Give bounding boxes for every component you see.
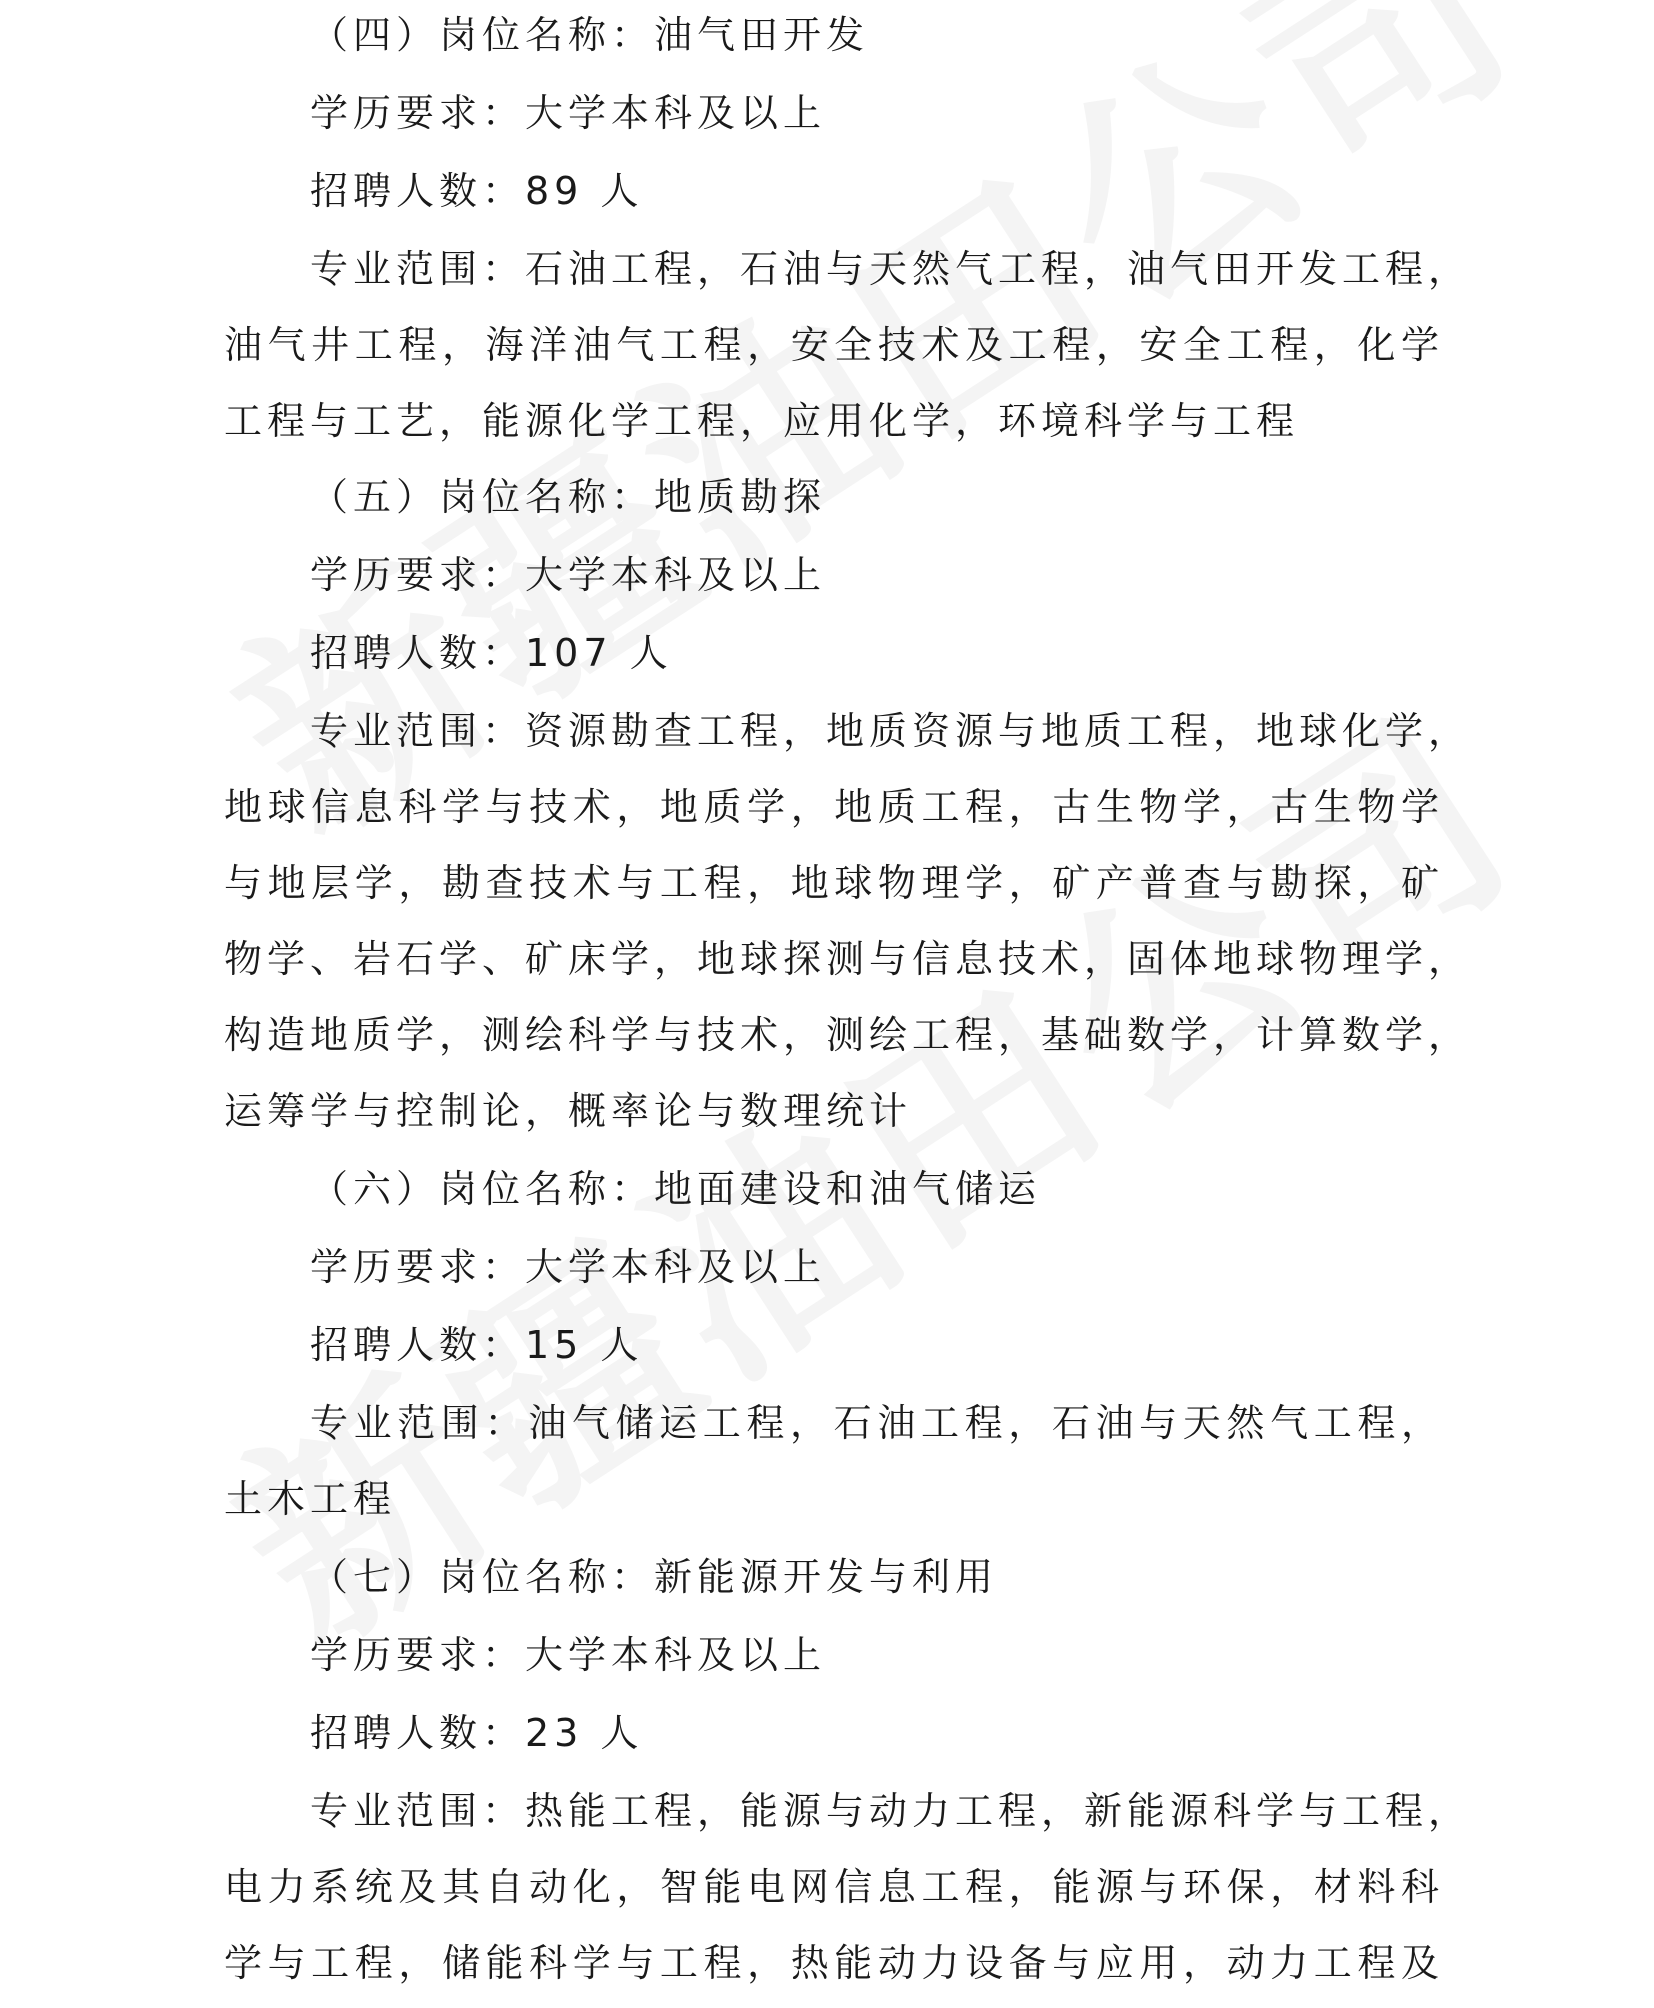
major-scope-continued: 运筹学与控制论，概率论与数理统计 bbox=[224, 1089, 913, 1133]
major-scope-continued: 构造地质学，测绘科学与技术，测绘工程，基础数学，计算数学， bbox=[224, 1013, 1472, 1057]
recruitment-count: 招聘人数：15 人 bbox=[310, 1323, 644, 1367]
major-scope-continued: 土木工程 bbox=[224, 1477, 397, 1521]
section-heading: （六）岗位名称：地面建设和油气储运 bbox=[310, 1167, 1042, 1211]
major-scope: 专业范围：资源勘查工程，地质资源与地质工程，地球化学， bbox=[310, 709, 1472, 753]
education-requirement: 学历要求：大学本科及以上 bbox=[310, 91, 827, 135]
major-scope-continued: 物学、岩石学、矿床学，地球探测与信息技术，固体地球物理学， bbox=[224, 937, 1472, 981]
section-heading: （五）岗位名称：地质勘探 bbox=[310, 475, 827, 519]
major-scope-continued: 地球信息科学与技术，地质学，地质工程，古生物学，古生物学 bbox=[224, 785, 1444, 829]
recruitment-count: 招聘人数：107 人 bbox=[310, 631, 673, 675]
major-scope-continued: 油气井工程，海洋油气工程，安全技术及工程，安全工程，化学 bbox=[224, 323, 1444, 367]
major-scope-continued: 电力系统及其自动化，智能电网信息工程，能源与环保，材料科 bbox=[224, 1865, 1444, 1909]
major-scope-continued: 工程与工艺，能源化学工程，应用化学，环境科学与工程 bbox=[224, 399, 1300, 443]
education-requirement: 学历要求：大学本科及以上 bbox=[310, 1633, 827, 1677]
education-requirement: 学历要求：大学本科及以上 bbox=[310, 553, 827, 597]
recruitment-count: 招聘人数：89 人 bbox=[310, 169, 644, 213]
recruitment-count: 招聘人数：23 人 bbox=[310, 1711, 644, 1755]
section-heading: （七）岗位名称：新能源开发与利用 bbox=[310, 1555, 999, 1599]
education-requirement: 学历要求：大学本科及以上 bbox=[310, 1245, 827, 1289]
major-scope-continued: 学与工程，储能科学与工程，热能动力设备与应用，动力工程及 bbox=[224, 1941, 1444, 1985]
major-scope: 专业范围：热能工程，能源与动力工程，新能源科学与工程， bbox=[310, 1789, 1472, 1833]
section-heading: （四）岗位名称：油气田开发 bbox=[310, 13, 870, 57]
major-scope: 专业范围：石油工程，石油与天然气工程，油气田开发工程， bbox=[310, 247, 1472, 291]
major-scope: 专业范围：油气储运工程，石油工程，石油与天然气工程， bbox=[310, 1401, 1444, 1445]
major-scope-continued: 与地层学，勘查技术与工程，地球物理学，矿产普查与勘探，矿 bbox=[224, 861, 1444, 905]
